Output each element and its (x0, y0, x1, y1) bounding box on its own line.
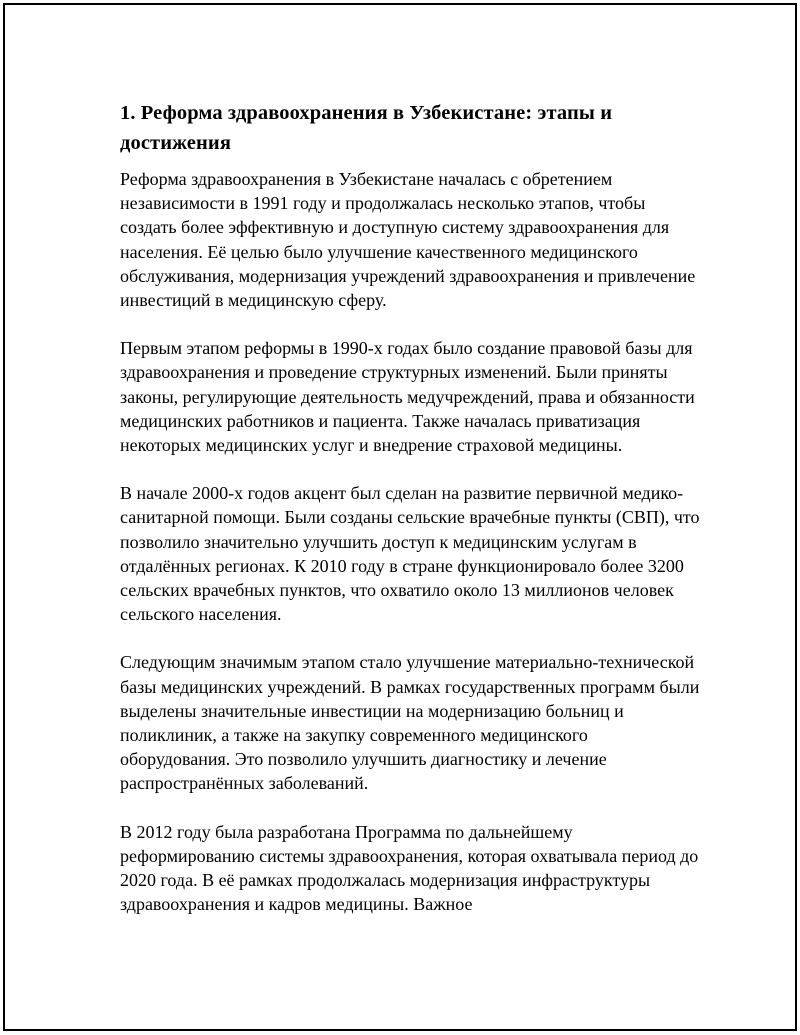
document-body (120, 98, 700, 916)
section-title: 1. Реформа здравоохранения в Узбекистане: этапы и достижения (120, 102, 613, 154)
paragraph-1: Реформа здравоохранения в Узбекистане началась с обретением независимости в 1991 году и продолжалась несколько этапов, чтобы создать более эффективную и доступную систему здравоохранения для населения. Её целью было улучшение качественного медицинского обслуживания, модернизация учреждений здравоохранения и привлечение инвестиций в медицинскую сферу. (120, 169, 696, 311)
paragraph-3: В начале 2000-х годов акцент был сделан на развитие первичной медико-санитарной помощи. Были созданы сельские врачебные пункты (СВП), что позволило значительно улучшить доступ к медицинским услугам в отдалённых регионах. К 2010 году в стране функционировало более 3200 сельских врачебных пунктов, что охватило около 13 миллионов человек сельского населения. (120, 483, 700, 625)
paragraph-5: В 2012 году была разработана Программа по дальнейшему реформированию системы здравоохранения, которая охватывала период до 2020 года. В её рамках продолжалась модернизация инфраструктуры здравоохранения и кадров медицины. Важное (120, 821, 699, 915)
document-page (3, 3, 797, 1031)
paragraph-4: Следующим значимым этапом стало улучшение материально-технической базы медицинских учреждений. В рамках государственных программ были выделены значительные инвестиции на модернизацию больниц и поликлиник, а также на закупку современного медицинского оборудования. Это позволило улучшить диагностику и лечение распространённых заболеваний. (120, 652, 700, 794)
paragraph-2: Первым этапом реформы в 1990-х годах было создание правовой базы для здравоохранения и проведение структурных изменений. Были приняты законы, регулирующие деятельность медучреждений, права и обязанности медицинских работников и пациента. Также началась приватизация некоторых медицинских услуг и внедрение страховой медицины. (120, 338, 695, 456)
